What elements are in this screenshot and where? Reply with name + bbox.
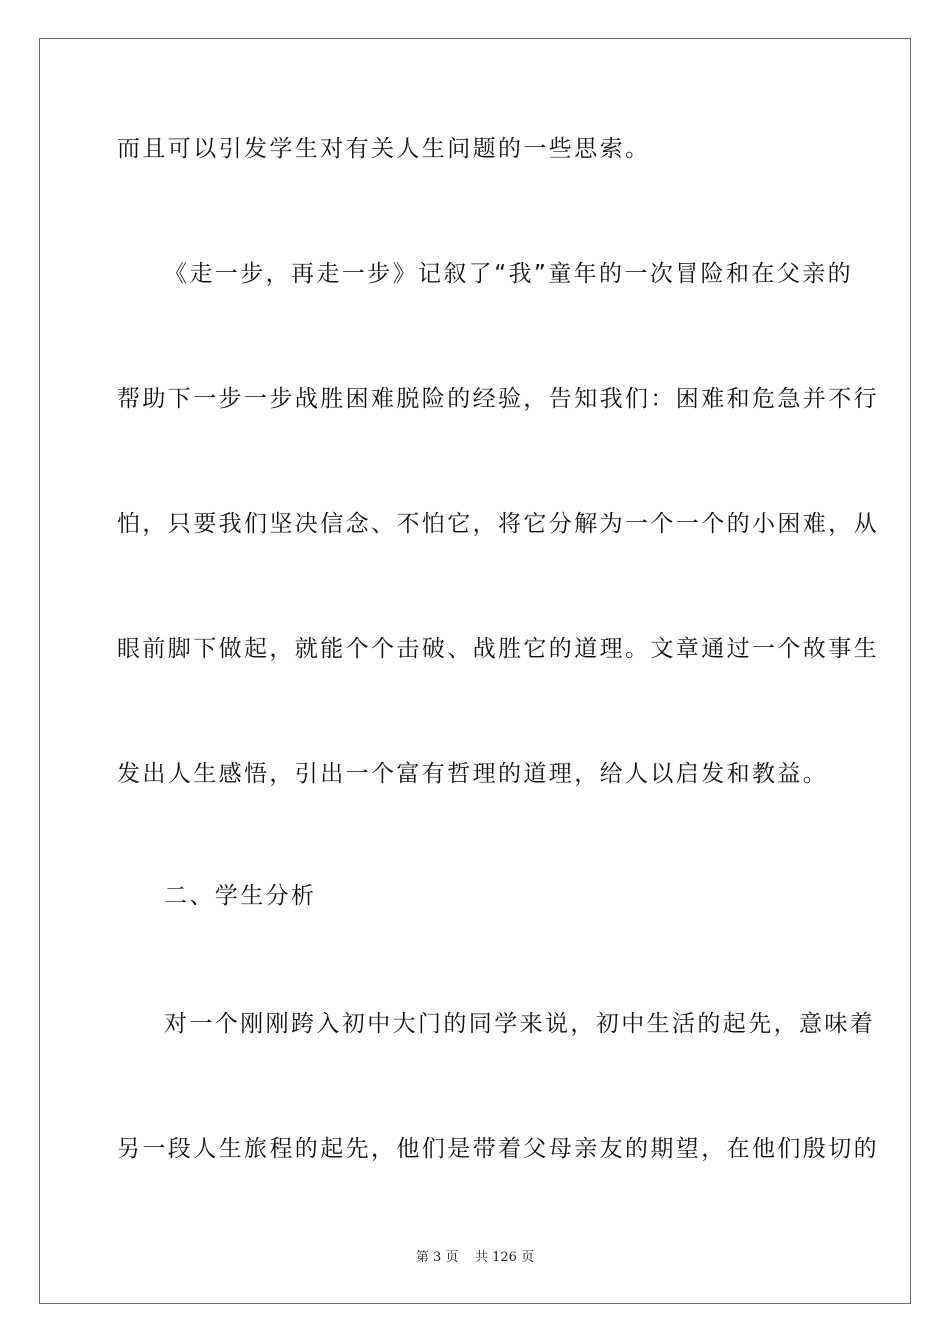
page-footer <box>0 1246 950 1265</box>
text-line-8: 对一个刚刚跨入初中大门的同学来说，初中生活的起先，意味着 <box>164 1011 876 1037</box>
page-number: 第 3 页 <box>415 1250 459 1265</box>
text-line-6: 发出人生感悟，引出一个富有哲理的道理，给人以启发和教益。 <box>117 761 829 787</box>
page-border <box>39 38 911 1304</box>
text-line-5: 眼前脚下做起，就能个个击破、战胜它的道理。文章通过一个故事生 <box>117 636 879 662</box>
text-line-2: 《走一步，再走一步》记叙了“我”童年的一次冒险和在父亲的 <box>164 261 854 287</box>
text-line-1: 而且可以引发学生对有关人生问题的一些思索。 <box>117 136 651 162</box>
section-heading: 二、学生分析 <box>164 883 317 909</box>
text-line-4: 怕，只要我们坚决信念、不怕它，将它分解为一个一个的小困难，从 <box>117 511 879 537</box>
page-total: 共 126 页 <box>475 1250 535 1265</box>
text-line-3: 帮助下一步一步战胜困难脱险的经验，告知我们：困难和危急并不行 <box>117 386 879 412</box>
text-line-9: 另一段人生旅程的起先，他们是带着父母亲友的期望，在他们殷切的 <box>117 1136 879 1162</box>
